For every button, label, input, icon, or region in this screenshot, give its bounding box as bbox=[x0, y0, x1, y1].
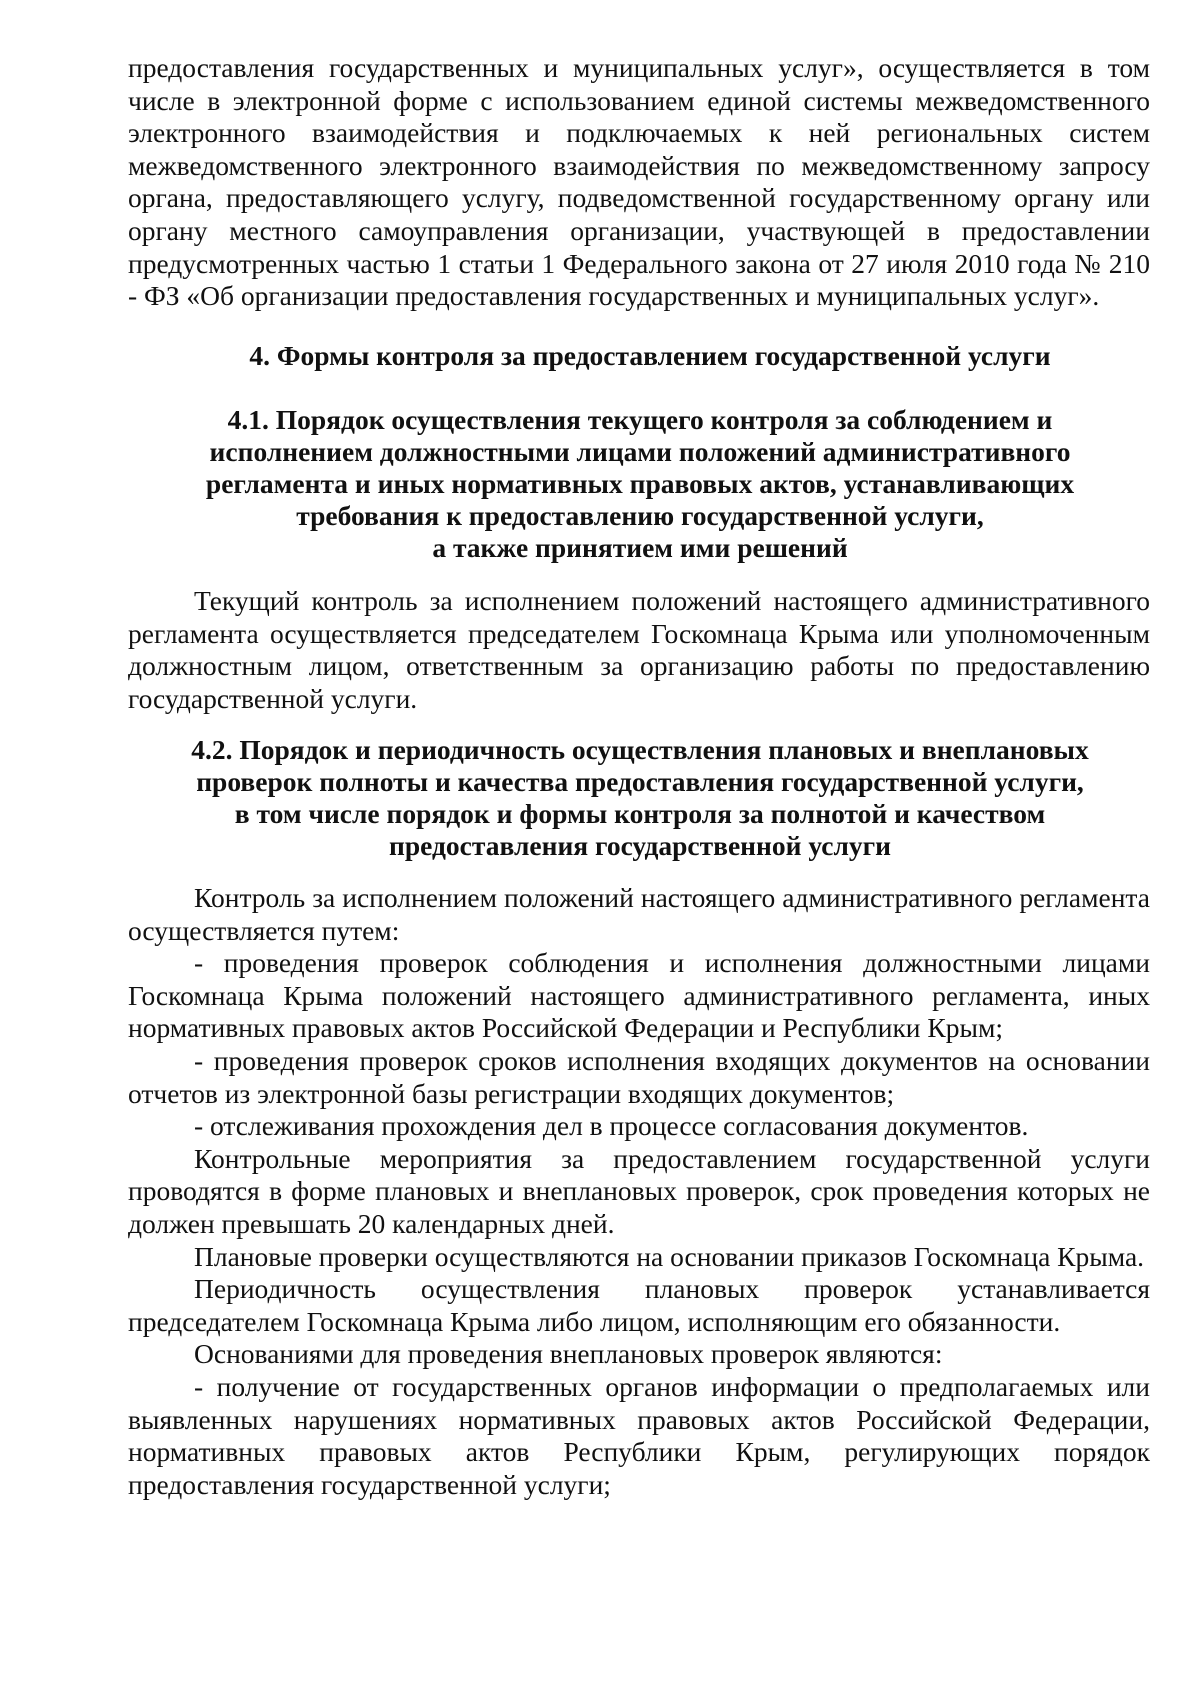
intro-paragraph: предоставления государственных и муниципальных услуг», осуществляется в том числе в электронной форме с использованием единой системы межведомственного электронного взаимодействия и подключаемых к ней региональных систем межведомственного электронного взаимодействия по межведомственному запросу органа, предоставляющего услугу, подведомственной государственному органу или органу местного самоуправления организации, участвующей в предоставлении предусмотренных частью 1 статьи 1 Федерального закона от 27 июля 2010 года № 210 - ФЗ «Об организации предоставления государственных и муниципальных услуг». bbox=[128, 52, 1150, 312]
body-paragraph: - отслеживания прохождения дел в процессе согласования документов. bbox=[194, 1110, 1029, 1142]
section-4-1-title-line: а также принятием ими решений bbox=[432, 532, 848, 563]
section-4-heading bbox=[150, 340, 1150, 372]
section-4-2-title-line: в том числе порядок и формы контроля за полнотой и качеством bbox=[234, 798, 1046, 829]
body-paragraph: Плановые проверки осуществляются на основании приказов Госкомнаца Крыма. bbox=[194, 1240, 1145, 1272]
body-paragraph: Периодичность осуществления плановых проверок устанавливается председателем Госкомнаца Крыма либо лицом, исполняющим его обязанности. bbox=[128, 1273, 1150, 1337]
section-4-1-title-line: требования к предоставлению государственной услуги, bbox=[296, 500, 984, 531]
body-paragraph: - проведения проверок соблюдения и исполнения должностными лицами Госкомнаца Крыма положений настоящего административного регламента, иных нормативных правовых актов Российской Федерации и Республики Крым; bbox=[128, 947, 1150, 1044]
body-paragraph: - получение от государственных органов информации о предполагаемых или выявленных нарушениях нормативных правовых актов Российской Федерации, нормативных правовых актов Республики Крым, регулирующих порядок предоставления государственной услуги; bbox=[128, 1370, 1150, 1500]
body-paragraph: Контрольные мероприятия за предоставлением государственной услуги проводятся в форме плановых и внеплановых проверок, срок проведения которых не должен превышать 20 календарных дней. bbox=[128, 1142, 1150, 1239]
section-4-1-title-line: регламента и иных нормативных правовых актов, устанавливающих bbox=[205, 468, 1075, 499]
section-4-2-title-line: предоставления государственной услуги bbox=[389, 830, 891, 861]
section-4-1-title-line: исполнением должностными лицами положений административного bbox=[209, 436, 1071, 467]
section-4-2-title-line: 4.2. Порядок и периодичность осуществления плановых и внеплановых bbox=[191, 734, 1089, 765]
section-4-2-title-line: проверок полноты и качества предоставления государственной услуги, bbox=[196, 766, 1084, 797]
section-4-1-title-line: 4.1. Порядок осуществления текущего контроля за соблюдением и bbox=[227, 404, 1053, 435]
section-4-title: 4. Формы контроля за предоставлением государственной услуги bbox=[249, 340, 1051, 371]
section-4-2-heading bbox=[140, 734, 1140, 862]
section-4-1-heading bbox=[140, 404, 1140, 564]
section-4-2-body bbox=[128, 882, 1150, 1501]
section-4-1-paragraph: Текущий контроль за исполнением положений настоящего административного регламента осуществляется председателем Госкомнаца Крыма или уполномоченным должностным лицом, ответственным за организацию работы по предоставлению государственной услуги. bbox=[128, 585, 1150, 714]
body-paragraph: Основаниями для проведения внеплановых проверок являются: bbox=[194, 1338, 943, 1370]
body-paragraph: - проведения проверок сроков исполнения входящих документов на основании отчетов из электронной базы регистрации входящих документов; bbox=[128, 1044, 1150, 1109]
body-paragraph: Контроль за исполнением положений настоящего административного регламента осуществляется путем: bbox=[128, 882, 1150, 946]
